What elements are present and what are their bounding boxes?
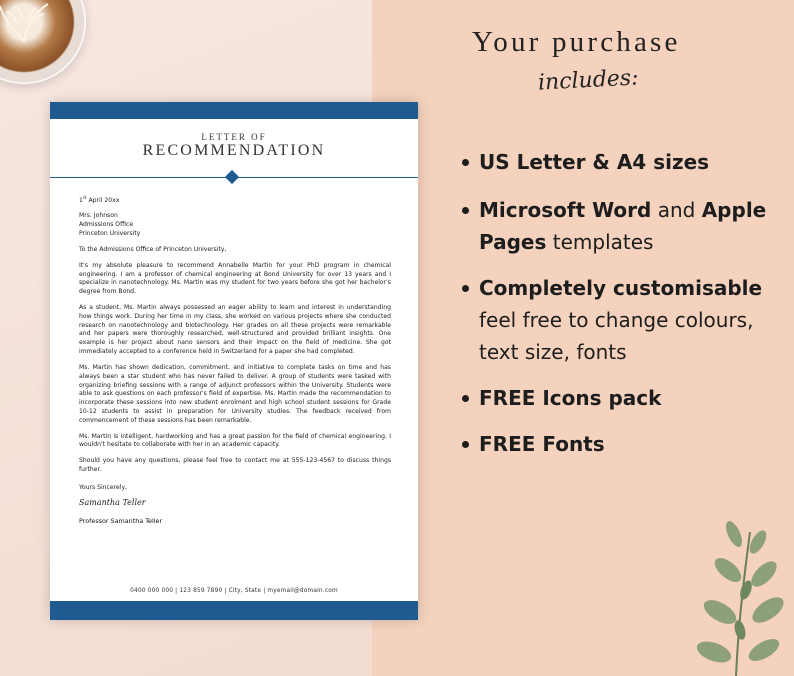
- letter-signature: Samantha Teller: [79, 498, 146, 508]
- bullet-icon: [462, 441, 469, 448]
- feature-normal: and: [651, 198, 702, 222]
- feature-item: [462, 428, 605, 460]
- letter-paragraph: Ms. Martin has shown dedication, commitment, and initiative to complete tasks on time and has always been a star student who has never failed to deliver. A group of students were tasked with organizing briefing sessions with a range of adjunct professors within the University. Students were able to ask questions on each professor's field of expertise. Ms. Martin made the recommendation to incorporate these sessions into new student enrolment and high school student sessions for Grade 10-12 students to assist in preparation for University studies. The feedback received from commencement of these sessions has been remarkable.: [79, 363, 391, 425]
- letter-paragraph: It's my absolute pleasure to recommend Annabelle Martin for your PhD program in chemical engineering. I am a professor of chemical engineering at Bond University for over 13 years and I specialize in nanotechnology. Ms. Martin was my student for two years before she got her bachelor's degree from Bond.: [79, 261, 391, 296]
- letter-paragraph: Ms. Martin is intelligent, hardworking and has a great passion for the field of chemical engineering. I wouldn't hesitate to collaborate with her in an academic capacity.: [79, 432, 391, 449]
- feature-bold: Apple: [701, 198, 767, 222]
- feature-bold: Pages: [479, 230, 547, 254]
- letter-footer: 0400 000 000 | 123 859 7890 | City, State | myemail@domain.com: [130, 588, 338, 594]
- letter-salutation: To the Admissions Office of Princeton University,: [79, 246, 227, 254]
- recipient-line: Princeton University: [79, 229, 141, 237]
- letter-paragraph: Should you have any questions, please feel free to contact me at 555-123-4567 to discuss things further.: [79, 456, 391, 473]
- letter-preview: [50, 102, 418, 620]
- feature-text-line2: [479, 226, 766, 258]
- letter-paragraph: As a student, Ms. Martin always possessed an eager ability to learn and interest in understanding how things work. During her time in my class, she worked on various projects where she conducted research on nanotechnology and biotechnology. Her grades on all these projects were remarkable and her papers were thoroughly researched, well-structured and provided brilliant insights. One example is her project about nano sensors and their impact on the field of medicine. She got immediately accepted to a conference held in Switzerland for a paper she had completed.: [79, 303, 391, 356]
- recipient-line: Mrs. Johnson: [79, 212, 118, 220]
- letter-closing: Yours Sincerely,: [79, 483, 127, 491]
- feature-item: [462, 382, 661, 414]
- letter-date: 1st April 20xx: [79, 195, 120, 205]
- recipient-line: Admissions Office: [79, 221, 134, 229]
- feature-normal: templates: [546, 230, 654, 254]
- letter-bottom-bar: [50, 601, 418, 620]
- letter-heading-small: LETTER OF: [201, 132, 267, 142]
- letter-signer: Professor Samantha Teller: [79, 516, 163, 525]
- eucalyptus-plant-icon: [690, 512, 794, 676]
- feature-text: Completely customisable: [479, 276, 763, 300]
- promo-subtitle: includes:: [537, 65, 640, 96]
- letter-heading-big: RECOMMENDATION: [142, 142, 326, 159]
- feature-bold: Microsoft Word: [479, 198, 652, 222]
- bullet-icon: [462, 395, 469, 402]
- feature-item: [462, 194, 766, 258]
- feature-text: FREE Icons pack: [479, 386, 662, 410]
- feature-text: FREE Fonts: [479, 432, 605, 456]
- diamond-icon: [225, 170, 239, 184]
- bullet-icon: [462, 159, 469, 166]
- feature-text: US Letter & A4 sizes: [479, 150, 710, 174]
- feature-subtext: text size, fonts: [479, 340, 627, 364]
- letter-recipient: [79, 212, 391, 238]
- letter-top-bar: [50, 102, 418, 119]
- feature-subtext: feel free to change colours,: [479, 308, 754, 332]
- bullet-icon: [462, 285, 469, 292]
- feature-item: [462, 146, 709, 178]
- letter-body: [79, 194, 391, 526]
- promo-title: Your purchase: [472, 26, 681, 58]
- bullet-icon: [462, 207, 469, 214]
- feature-item: [462, 272, 762, 368]
- feature-text: [479, 198, 766, 222]
